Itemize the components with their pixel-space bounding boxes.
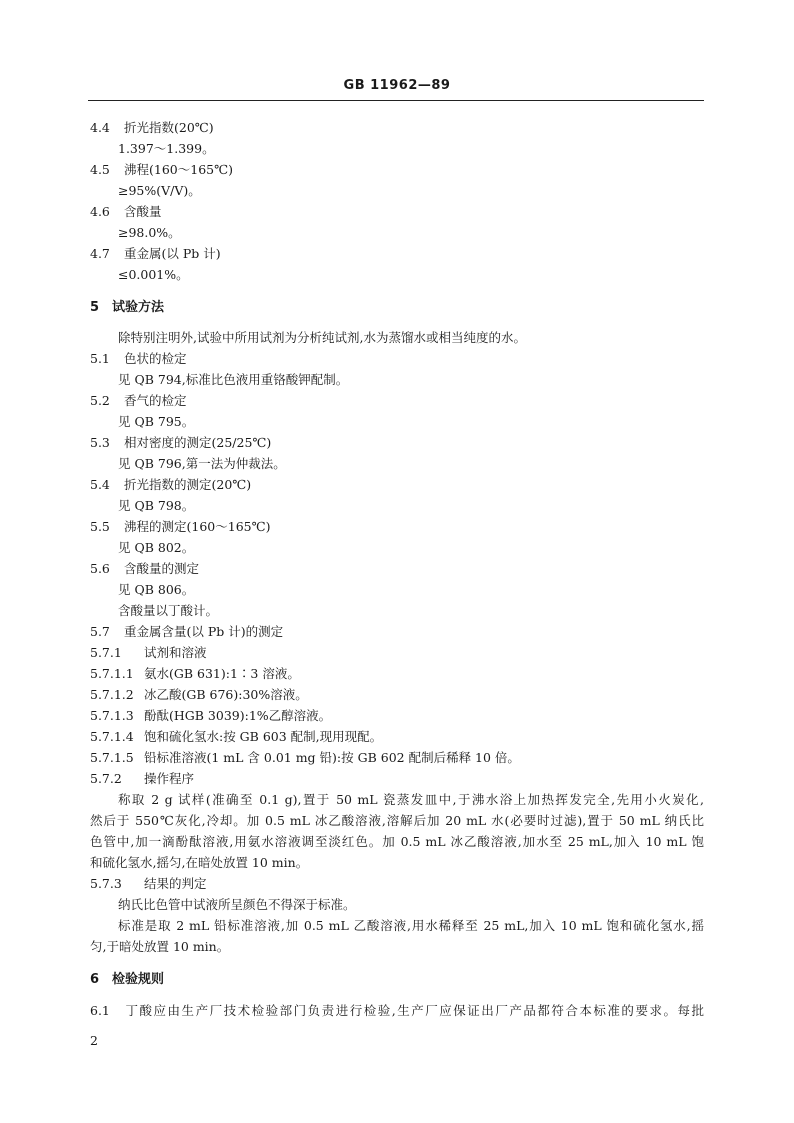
clause-title: 折光指数(20℃)	[124, 120, 214, 135]
clause-body: 见 QB 802。	[118, 540, 195, 555]
clause-title: 相对密度的测定(25/25℃)	[124, 435, 272, 450]
standard-line: 匀,于暗处放置 10 min。	[90, 939, 230, 954]
clause-text: 冰乙酸(GB 676):30%溶液。	[144, 687, 308, 702]
section-intro: 除特别注明外,试验中所用试剂为分析纯试剂,水为蒸馏水或相当纯度的水。	[118, 330, 526, 345]
clause-5-6	[90, 561, 199, 577]
procedure-line: 称取 2 g 试样(准确至 0.1 g),置于 50 mL 瓷蒸发皿中,于沸水浴上加热挥发完全,先用小火炭化,	[118, 792, 704, 807]
clause-5-7-1-4	[90, 729, 382, 745]
clause-5-7-1-1	[90, 666, 300, 682]
clause-number: 5.3	[90, 435, 110, 450]
clause-title: 重金属含量(以 Pb 计)的测定	[124, 624, 284, 639]
procedure-line: 和硫化氢水,摇匀,在暗处放置 10 min。	[90, 855, 309, 870]
section-number: 5	[90, 300, 100, 315]
procedure-line: 色管中,加一滴酚酞溶液,用氨水溶液调至淡红色。加 0.5 mL 冰乙酸溶液,加水至 25 mL,加入 10 mL 饱	[90, 834, 704, 849]
clause-5-7-1	[90, 645, 207, 661]
clause-5-4	[90, 477, 251, 493]
clause-text: 铅标准溶液(1 mL 含 0.01 mg 铅):按 GB 602 配制后稀释 10 倍。	[144, 750, 520, 765]
clause-title: 含酸量的测定	[124, 561, 200, 576]
clause-number: 5.2	[90, 393, 110, 408]
clause-title: 试剂和溶液	[144, 645, 207, 660]
clause-number: 5.6	[90, 561, 110, 576]
clause-number: 4.4	[90, 120, 110, 135]
clause-body: ≤0.001%。	[118, 267, 189, 282]
clause-title: 沸程(160～165℃)	[124, 162, 233, 177]
clause-title: 折光指数的测定(20℃)	[124, 477, 252, 492]
clause-text: 丁酸应由生产厂技术检验部门负责进行检验,生产厂应保证出厂产品都符合本标准的要求。每批	[124, 1003, 704, 1018]
header-rule	[88, 100, 704, 101]
clause-title: 重金属(以 Pb 计)	[124, 246, 221, 261]
clause-body: 见 QB 795。	[118, 414, 195, 429]
clause-body: 见 QB 796,第一法为仲裁法。	[118, 456, 286, 471]
clause-title: 沸程的测定(160～165℃)	[124, 519, 271, 534]
section-title: 检验规则	[112, 972, 165, 987]
clause-body: 含酸量以丁酸计。	[118, 603, 219, 618]
clause-5-7-1-3	[90, 708, 331, 724]
clause-5-7-1-2	[90, 687, 308, 703]
section-6-heading	[90, 972, 164, 988]
clause-4-7	[90, 246, 221, 262]
clause-5-7-1-5	[90, 750, 520, 766]
clause-number: 4.7	[90, 246, 110, 261]
clause-5-7-2	[90, 771, 194, 787]
clause-title: 结果的判定	[144, 876, 207, 891]
clause-number: 5.7.1.5	[90, 750, 134, 765]
clause-number: 4.6	[90, 204, 110, 219]
section-5-heading	[90, 300, 164, 316]
clause-6-1	[90, 1003, 704, 1019]
clause-5-7	[90, 624, 283, 640]
clause-number: 5.7.2	[90, 771, 122, 786]
clause-number: 5.5	[90, 519, 110, 534]
clause-body: 见 QB 806。	[118, 582, 195, 597]
clause-title: 操作程序	[144, 771, 195, 786]
section-title: 试验方法	[112, 300, 165, 315]
clause-number: 5.7.1	[90, 645, 122, 660]
clause-body: 见 QB 798。	[118, 498, 195, 513]
clause-number: 5.4	[90, 477, 110, 492]
clause-text: 氨水(GB 631):1∶3 溶液。	[144, 666, 300, 681]
standard-line: 标准是取 2 mL 铅标准溶液,加 0.5 mL 乙酸溶液,用水稀释至 25 mL,加入 10 mL 饱和硫化氢水,摇	[118, 918, 704, 933]
clause-5-7-3	[90, 876, 207, 892]
procedure-line: 然后于 550℃灰化,冷却。加 0.5 mL 冰乙酸溶液,溶解后加 20 mL 水(必要时过滤),置于 50 mL 纳氏比	[90, 813, 704, 828]
clause-number: 5.7.3	[90, 876, 122, 891]
clause-title: 香气的检定	[124, 393, 187, 408]
clause-title: 含酸量	[124, 204, 162, 219]
clause-body: ≥98.0%。	[118, 225, 181, 240]
clause-text: 酚酞(HGB 3039):1%乙醇溶液。	[144, 708, 332, 723]
clause-5-2	[90, 393, 187, 409]
clause-body: 1.397～1.399。	[118, 141, 215, 156]
clause-number: 5.7.1.4	[90, 729, 134, 744]
clause-number: 5.1	[90, 351, 110, 366]
clause-body: 见 QB 794,标准比色液用重铬酸钾配制。	[118, 372, 349, 387]
clause-text: 饱和硫化氢水:按 GB 603 配制,现用现配。	[144, 729, 383, 744]
clause-number: 5.7.1.3	[90, 708, 134, 723]
section-number: 6	[90, 972, 100, 987]
clause-5-5	[90, 519, 270, 535]
clause-number: 5.7.1.2	[90, 687, 134, 702]
clause-number: 6.1	[90, 1003, 110, 1018]
clause-number: 4.5	[90, 162, 110, 177]
clause-4-6	[90, 204, 162, 220]
clause-number: 5.7	[90, 624, 110, 639]
clause-5-1	[90, 351, 187, 367]
document-header: GB 11962—89	[343, 78, 451, 93]
clause-4-4	[90, 120, 214, 136]
clause-body: 纳氏比色管中试液所呈颜色不得深于标准。	[118, 897, 356, 912]
clause-5-3	[90, 435, 271, 451]
clause-title: 色状的检定	[124, 351, 187, 366]
clause-4-5	[90, 162, 233, 178]
page-number: 2	[90, 1033, 98, 1048]
clause-number: 5.7.1.1	[90, 666, 134, 681]
clause-body: ≥95%(V/V)。	[118, 183, 201, 198]
